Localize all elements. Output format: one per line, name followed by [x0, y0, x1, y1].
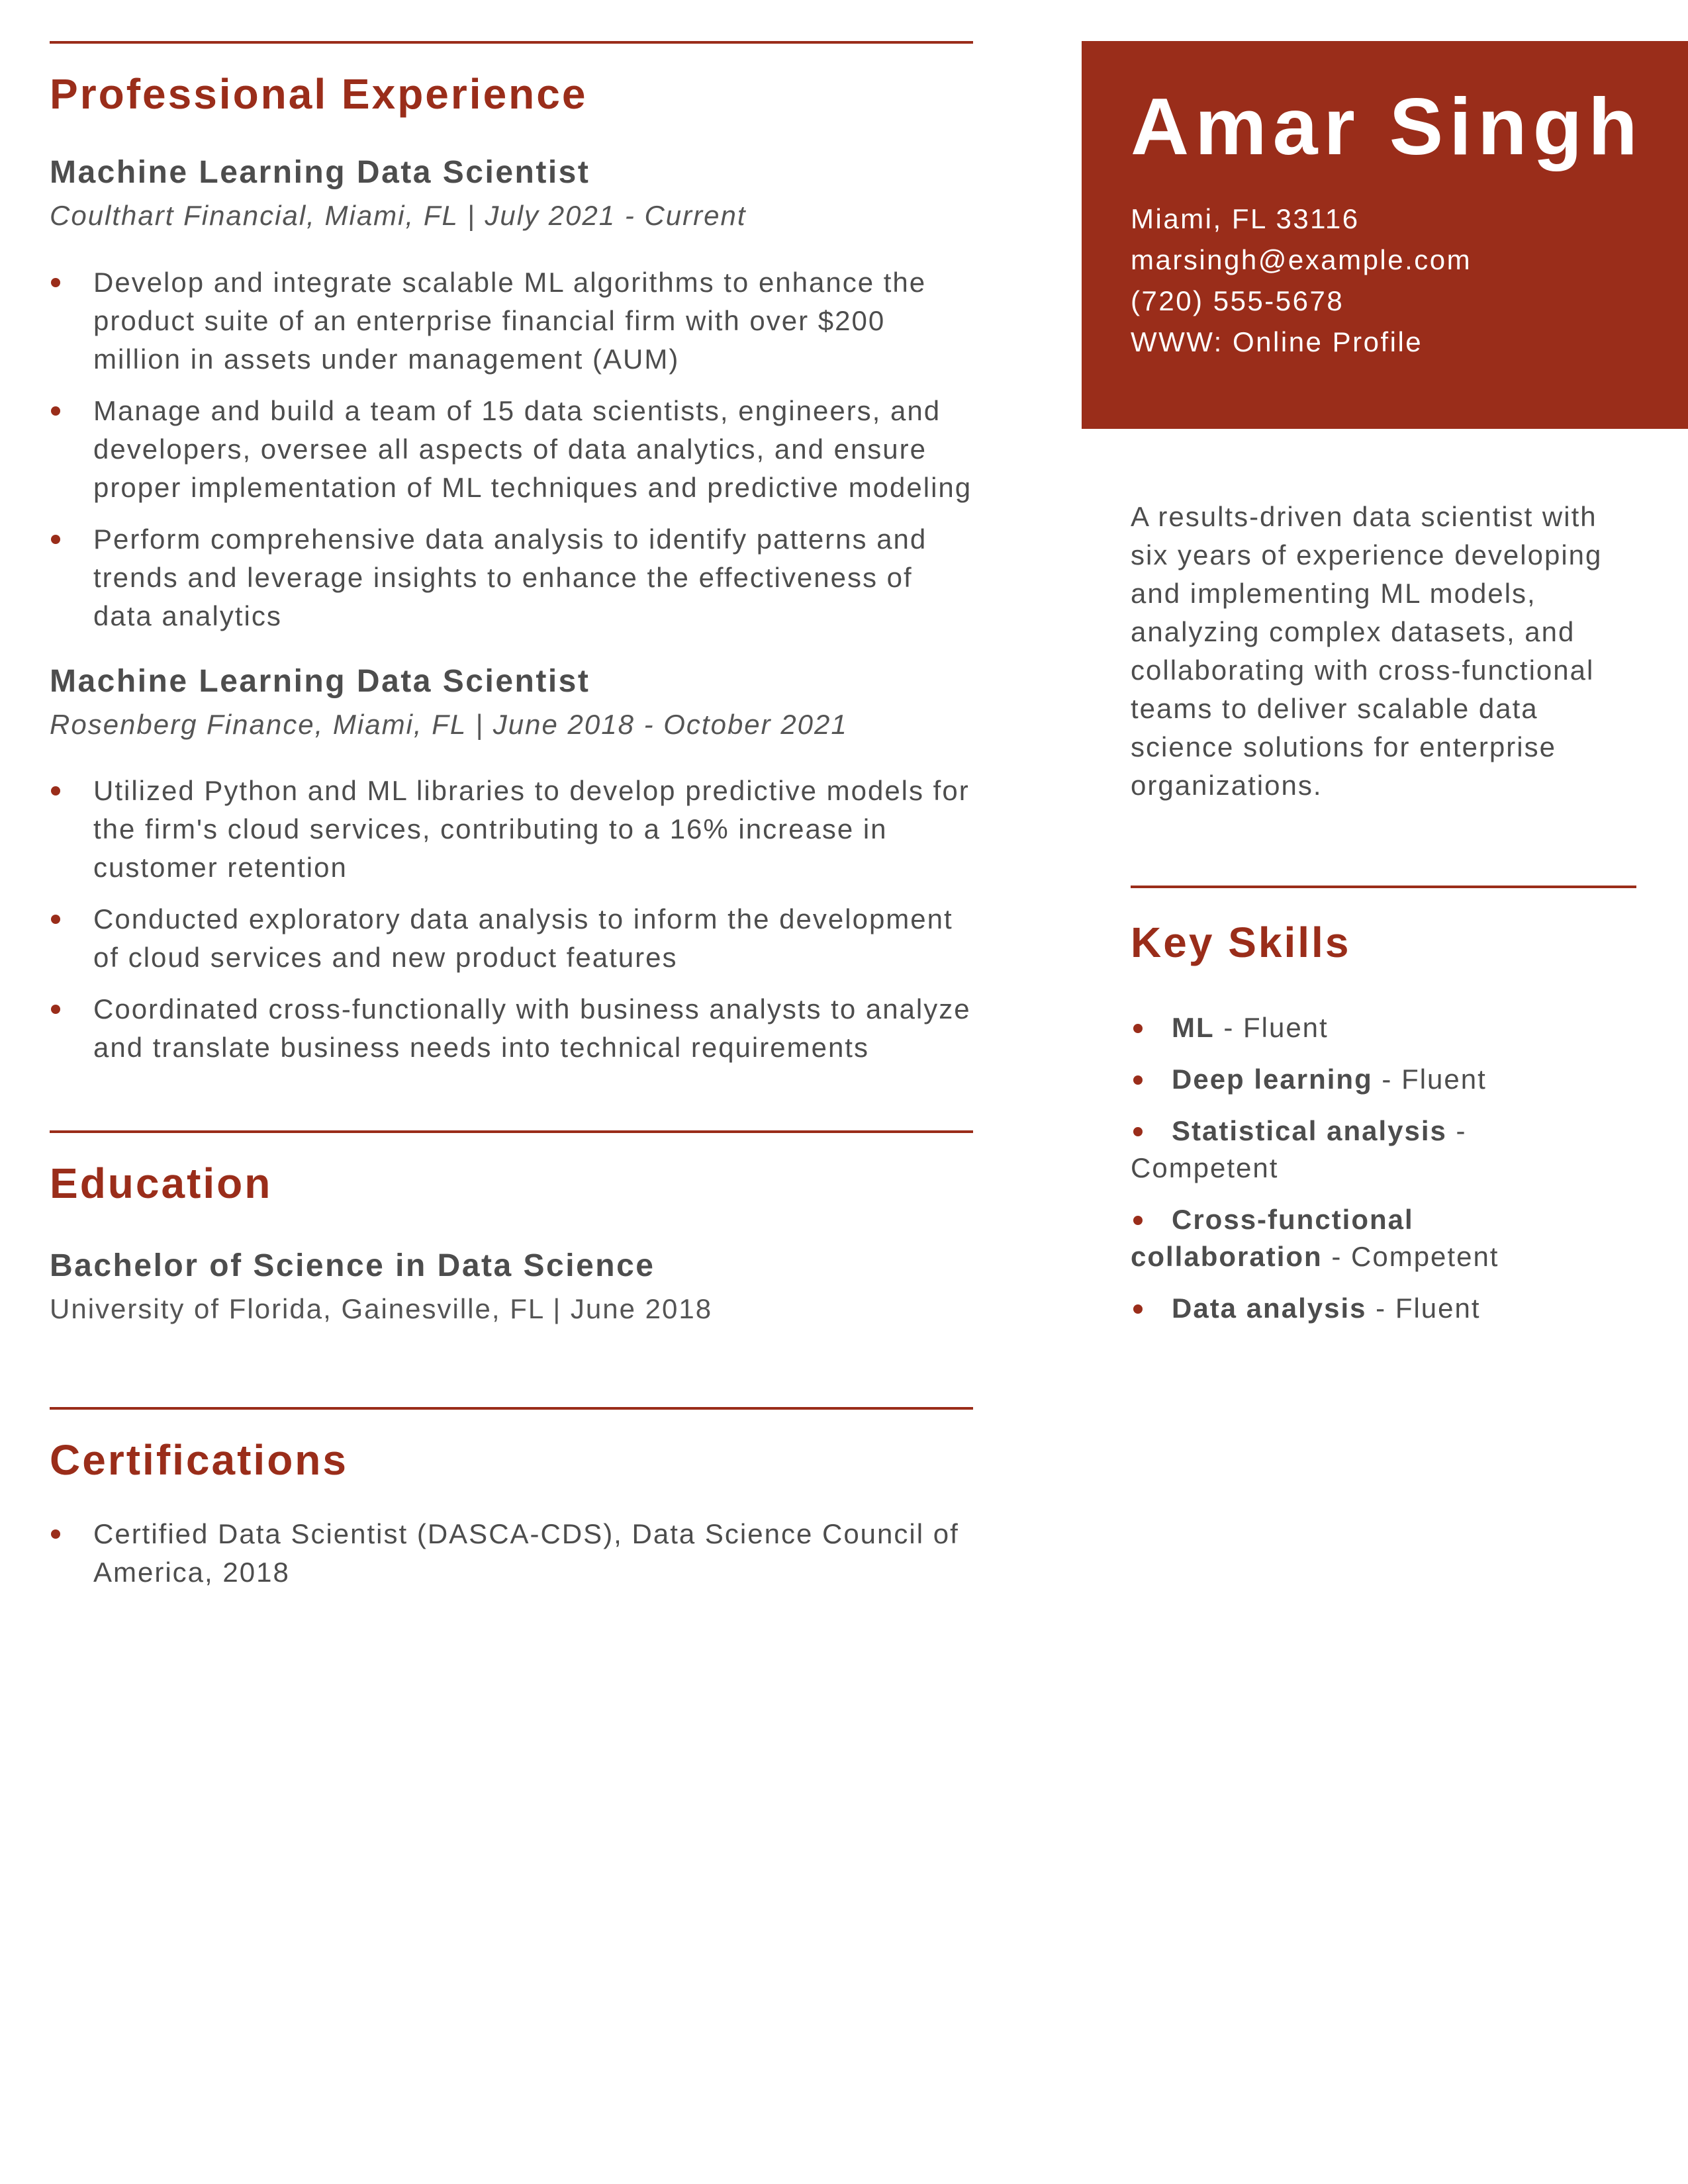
bullet-text: Utilized Python and ML libraries to develop predictive models for the firm's cloud services, contributing to a 16% increase in customer retention: [93, 775, 970, 884]
education-heading: Education: [50, 1160, 273, 1208]
certifications-heading: Certifications: [50, 1435, 348, 1484]
school-line: University of Florida, Gainesville, FL | June 2018: [50, 1293, 713, 1325]
skills-heading: Key Skills: [1131, 919, 1351, 966]
job-company: Coulthart Financial: [50, 199, 307, 231]
summary-text: A results-driven data scientist with six years of experience developing and implementing ML models, analyzing complex datasets, and collaborating with cross-functional teams to deliver scalable data science solutions for enterprise organizations.: [1131, 501, 1603, 801]
bullet-dot-icon: [51, 1529, 60, 1539]
certification-text: Certified Data Scientist (DASCA-CDS), Data Science Council of America, 2018: [93, 1518, 959, 1588]
experience-divider: [50, 41, 973, 44]
list-item: [50, 990, 973, 1067]
education-entry: [50, 1246, 973, 1329]
list-item: [50, 520, 973, 635]
skill-name: Statistical analysis: [1172, 1115, 1447, 1146]
education-divider: [50, 1130, 973, 1133]
bullet-dot-icon: [1133, 1127, 1143, 1136]
job-location: , Miami, FL: [306, 199, 459, 231]
skill-item: [1131, 1113, 1594, 1187]
main-column: [50, 0, 973, 1605]
degree-title: Bachelor of Science in Data Science: [50, 1248, 655, 1284]
job-title: Machine Learning Data Scientist: [50, 663, 590, 699]
job-meta: [50, 705, 973, 745]
bullet-dot-icon: [51, 915, 60, 924]
bullet-dot-icon: [51, 535, 60, 544]
certifications-divider: [50, 1407, 973, 1410]
job-bullets: [50, 772, 973, 1067]
contact-address: Miami, FL 33116: [1131, 203, 1360, 234]
job-bullets: [50, 263, 973, 635]
contact-website[interactable]: WWW: Online Profile: [1131, 326, 1423, 357]
certifications-list: [50, 1515, 973, 1592]
skills-divider: [1131, 886, 1636, 888]
skills-list: [1131, 1009, 1594, 1342]
candidate-name: Amar Singh: [1131, 81, 1644, 171]
skill-item: [1131, 1201, 1594, 1275]
bullet-dot-icon: [51, 786, 60, 796]
job-dates: | June 2018 - October 2021: [466, 708, 848, 740]
job-location: , Miami, FL: [314, 708, 467, 740]
skill-name: Deep learning: [1172, 1064, 1373, 1095]
skill-item: [1131, 1061, 1594, 1098]
bullet-text: Perform comprehensive data analysis to identify patterns and trends and leverage insights to enhance the effectiveness of data analytics: [93, 523, 927, 631]
bullet-text: Develop and integrate scalable ML algorithms to enhance the product suite of an enterprise financial firm with over $200 million in assets under management (AUM): [93, 266, 927, 375]
bullet-dot-icon: [1133, 1075, 1143, 1085]
bullet-text: Coordinated cross-functionally with business analysts to analyze and translate business needs into technical requirements: [93, 993, 971, 1064]
bullet-dot-icon: [1133, 1304, 1143, 1314]
list-item: [50, 1515, 973, 1592]
list-item: [50, 900, 973, 977]
bullet-dot-icon: [51, 1005, 60, 1014]
skill-name: ML: [1172, 1012, 1215, 1043]
contact-email[interactable]: marsingh@example.com: [1131, 244, 1472, 275]
skill-name: Data analysis: [1172, 1293, 1367, 1324]
job-title: Machine Learning Data Scientist: [50, 154, 590, 190]
skill-name: Cross-functional collaboration: [1131, 1204, 1414, 1272]
skill-level: - Fluent: [1372, 1064, 1487, 1095]
job-dates: | July 2021 - Current: [458, 199, 747, 231]
skill-item: [1131, 1009, 1594, 1046]
list-item: [50, 772, 973, 887]
bullet-dot-icon: [1133, 1216, 1143, 1225]
job-meta: [50, 197, 973, 236]
job-entry: [50, 662, 973, 1068]
skill-level: - Fluent: [1366, 1293, 1481, 1324]
bullet-dot-icon: [51, 406, 60, 416]
experience-heading: Professional Experience: [50, 70, 588, 118]
contact-block: [1131, 199, 1472, 363]
skill-level: - Competent: [1322, 1241, 1499, 1272]
contact-phone[interactable]: (720) 555-5678: [1131, 285, 1344, 316]
skill-level: - Fluent: [1214, 1012, 1329, 1043]
skill-item: [1131, 1290, 1594, 1327]
bullet-dot-icon: [1133, 1024, 1143, 1033]
bullet-text: Conducted exploratory data analysis to inform the development of cloud services and new product features: [93, 903, 953, 974]
bullet-text: Manage and build a team of 15 data scientists, engineers, and developers, oversee all aspects of data analytics, and ensure proper implementation of ML techniques and predictive modeling: [93, 394, 972, 503]
bullet-dot-icon: [51, 278, 60, 287]
list-item: [50, 263, 973, 379]
job-company: Rosenberg Finance: [50, 708, 315, 740]
list-item: [50, 392, 973, 507]
job-entry: [50, 153, 973, 635]
skill-level: - Competent: [1131, 1115, 1467, 1183]
